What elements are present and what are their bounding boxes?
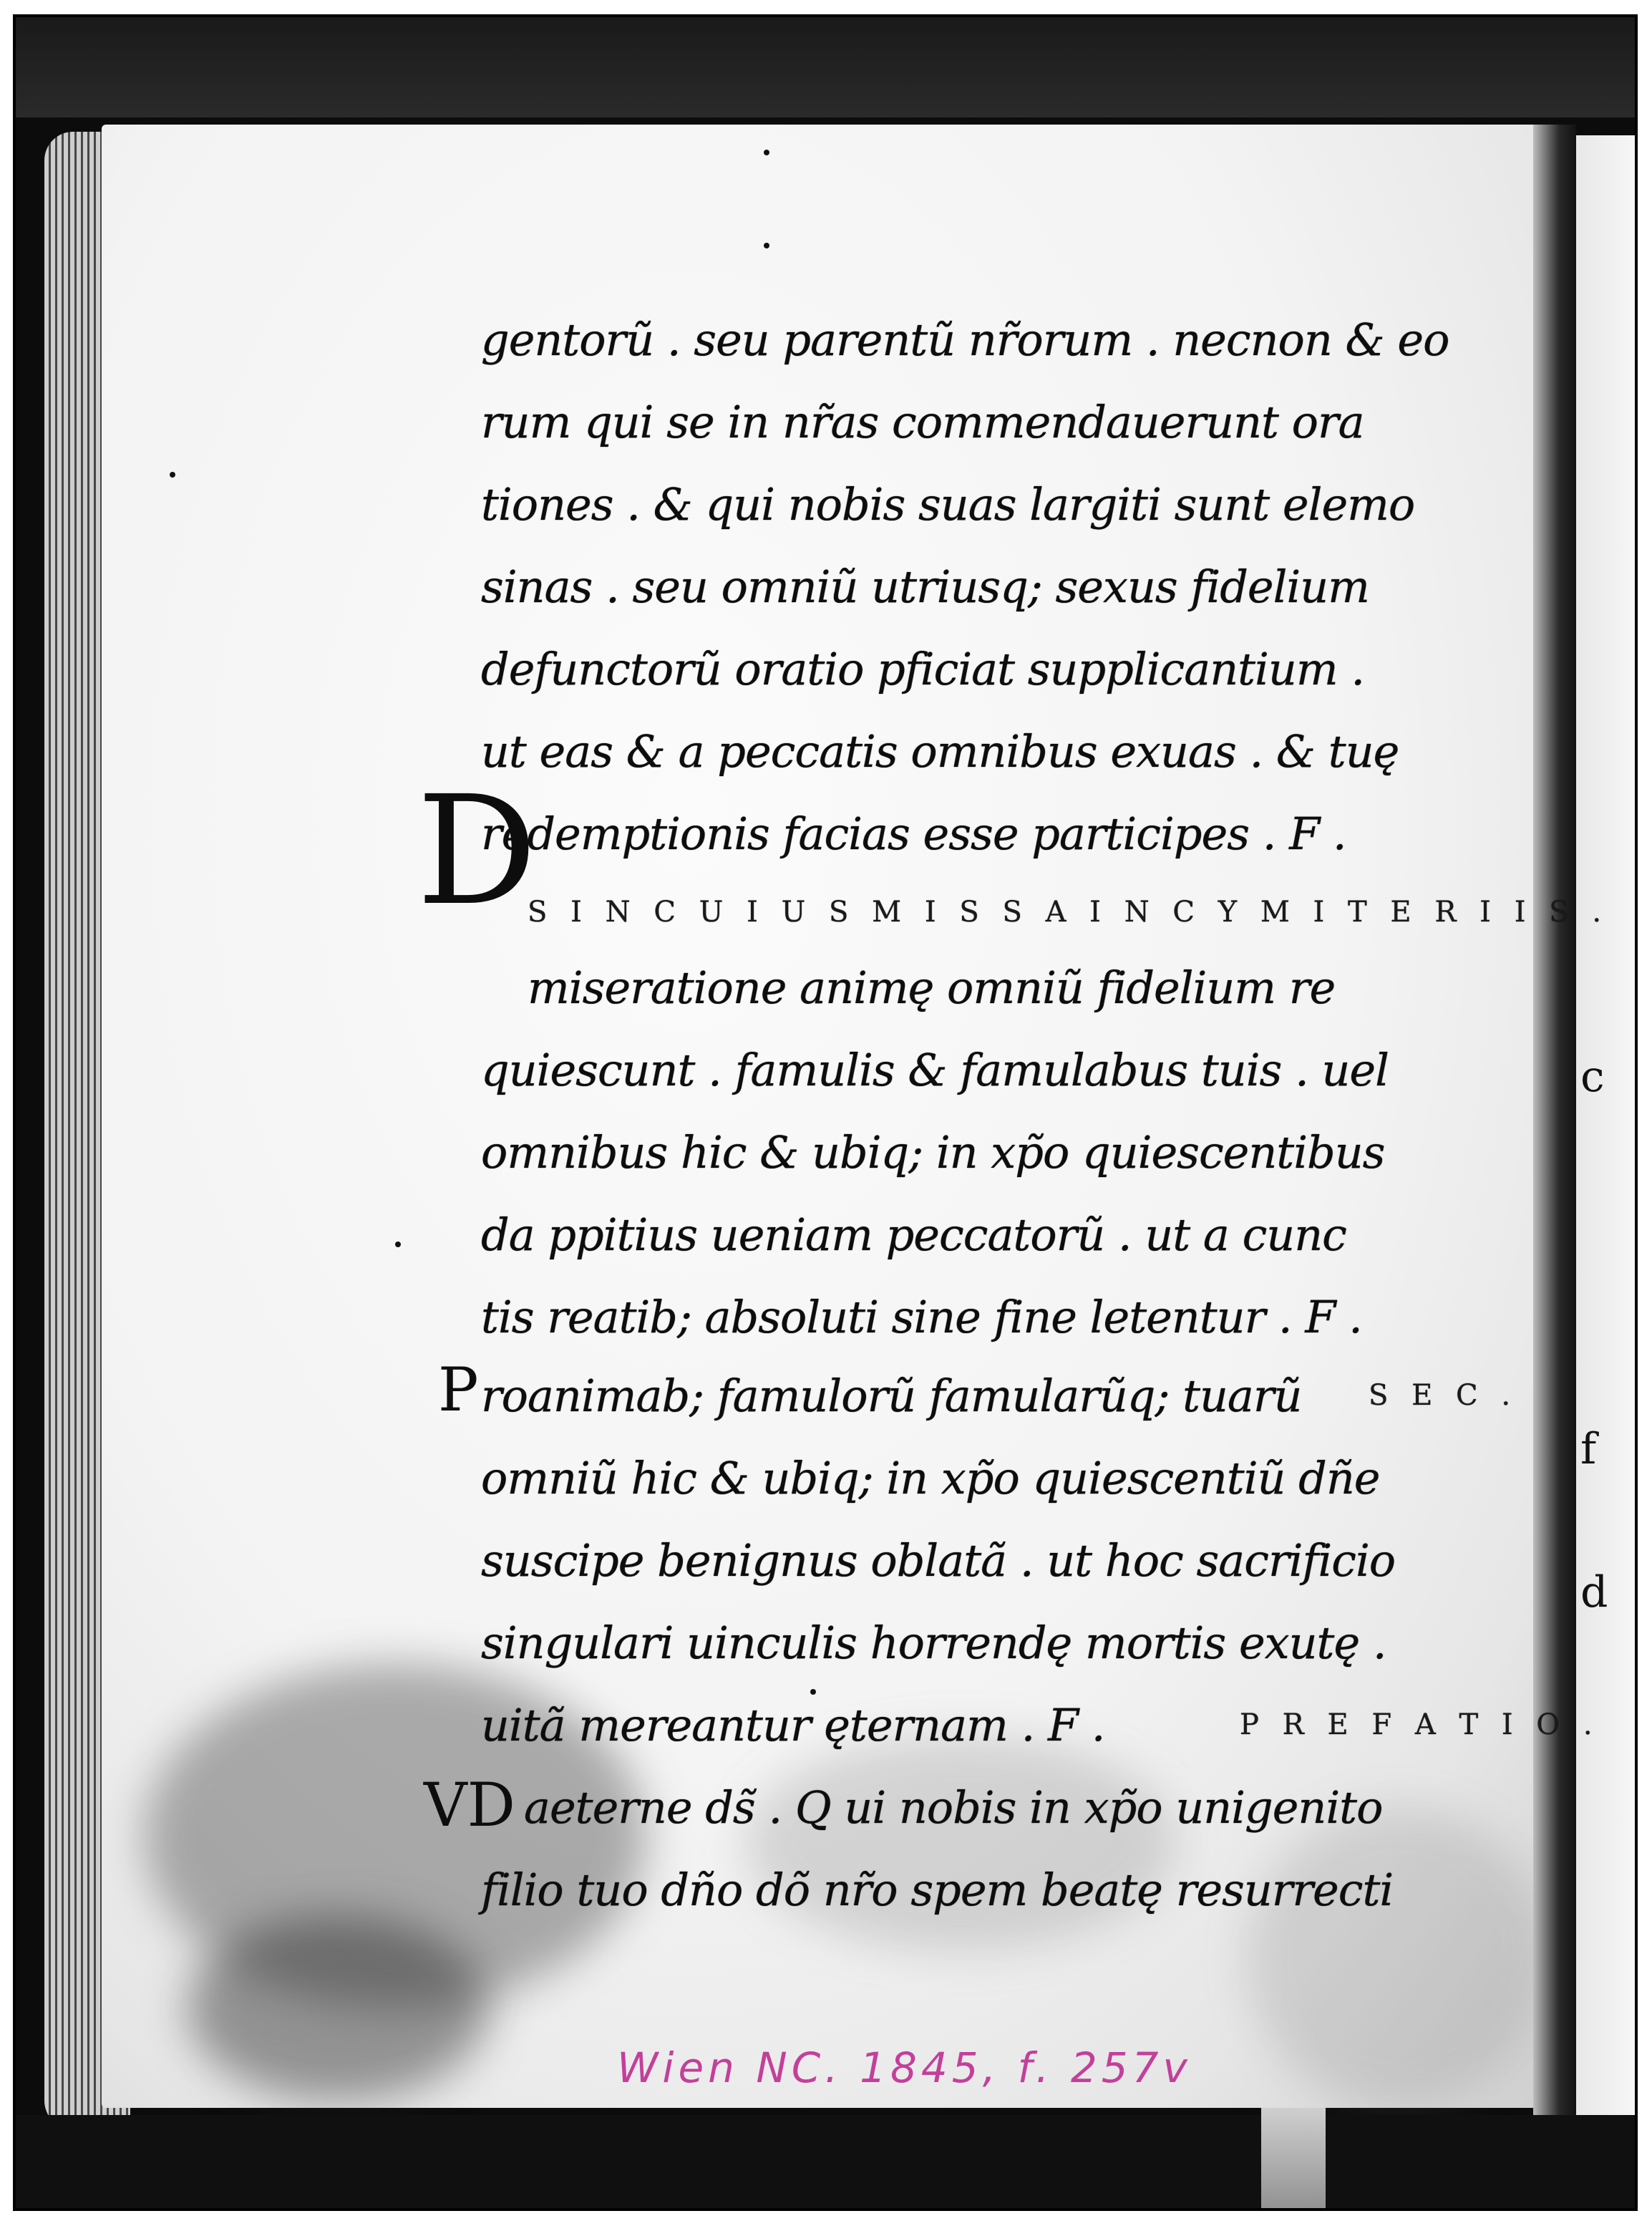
initial-p: P [438, 1355, 479, 1425]
text-line: omniũ hic & ubiq; in xp̃o quiescentiũ dñe [481, 1452, 1380, 1504]
text-line: redemptionis facias esse participes . F . [481, 808, 1346, 860]
prefatio-label: P R E F A T I O . [1240, 1708, 1600, 1741]
shelfmark-annotation: Wien NC. 1845, f. 257v [617, 2043, 1192, 2092]
text-line: da ppitius ueniam peccatorũ . ut a cunc [481, 1209, 1346, 1261]
manuscript-photograph [13, 14, 1638, 2211]
text-line: gentorũ . seu parentũ nr̃orum . necnon & eo [481, 314, 1449, 366]
ink-dot [764, 150, 769, 155]
text-line: omnibus hic & ubiq; in xp̃o quiescentibus [481, 1126, 1385, 1179]
text-line: aeterne ds̃ . Q ui nobis in xp̃o unigenito [524, 1781, 1383, 1834]
text-line: suscipe benignus oblatã . ut hoc sacrificio [481, 1534, 1396, 1587]
book-gutter [1533, 125, 1576, 2115]
ink-dot [395, 1242, 401, 1247]
text-line: uitã mereantur ęternam . F . [481, 1699, 1105, 1751]
text-line: tiones . & qui nobis suas largiti sunt elemo [481, 478, 1415, 531]
ink-dot [764, 243, 769, 248]
text-line: miseratione animę omniũ fidelium re [528, 962, 1336, 1014]
text-line: singulari uinculis horrendę mortis exutę . [481, 1617, 1386, 1669]
secreta-label: S E C . [1369, 1379, 1518, 1412]
stain [1247, 1807, 1547, 2108]
facing-page: c f d [1576, 135, 1638, 2119]
text-line: defunctorũ oratio pficiat supplicantium . [481, 643, 1365, 695]
book-support [1261, 2108, 1326, 2211]
ink-dot [170, 472, 175, 478]
text-line: filio tuo dño dõ nr̃o spem beatę resurrecti [481, 1864, 1394, 1916]
decorated-initial-d: D [417, 763, 538, 939]
text-line: ut eas & a peccatis omnibus exuas . & tuę [481, 725, 1399, 778]
initial-vd: VD [424, 1770, 516, 1840]
text-line: quiescunt . famulis & famulabus tuis . uel [481, 1044, 1389, 1096]
ink-dot [810, 1689, 816, 1695]
background-bottom [16, 2115, 1635, 2211]
text-line: rum qui se in nr̃as commendauerunt ora [481, 396, 1364, 448]
text-line: tis reatib; absoluti sine fine letentur . F . [481, 1291, 1362, 1343]
rubric-heading: S I N C U I U S M I S S A I N C Y M I T E R I I S . [528, 896, 1609, 929]
stain [746, 1736, 1175, 1950]
stain [188, 1915, 488, 2101]
background-top [16, 17, 1635, 117]
text-line: sinas . seu omniũ utriusq; sexus fidelium [481, 561, 1369, 613]
text-line: roanimab; famulorũ famularũq; tuarũ [481, 1370, 1302, 1422]
